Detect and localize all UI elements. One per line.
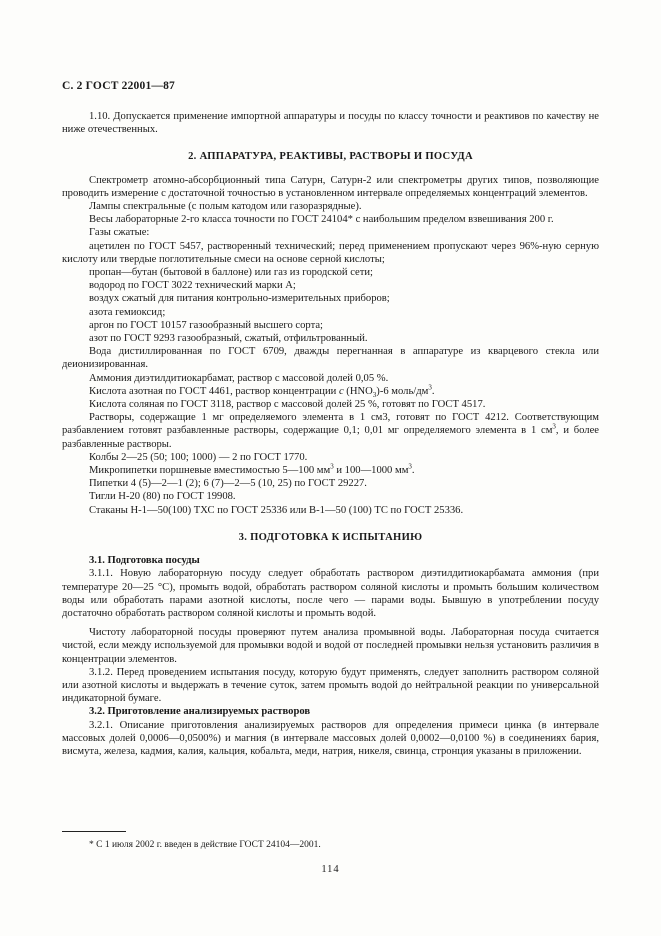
ammonium-paragraph: Аммония диэтилдитиокарбамат, раствор с массовой долей 0,05 %. — [89, 372, 389, 384]
footnote: * С 1 июля 2002 г. введен в действие ГОСТ 24104—2001. — [89, 840, 321, 850]
micropipettes-sup-1: 3 — [330, 462, 334, 471]
gas-hydrogen: водород по ГОСТ 3022 технический марки А; — [89, 280, 296, 292]
crucibles-paragraph: Тигли Н-20 (80) по ГОСТ 19908. — [89, 491, 236, 503]
water-paragraph: Вода дистиллированная по ГОСТ 6709, дважды перегнанная в аппаратуре из кварцевого стекла или деионизированная. — [62, 346, 599, 371]
solutions-sup: 3 — [552, 422, 556, 431]
subsection-3-2-heading: 3.2. Приготовление анализируемых растворов — [89, 706, 311, 718]
nitric-text-a: Кислота азотная по ГОСТ 4461, раствор концентрации — [89, 385, 339, 397]
lamps-paragraph: Лампы спектральные (с полым катодом или газоразрядные). — [89, 201, 362, 213]
nitric-text-b: (HNO — [343, 385, 373, 397]
gas-acetylene: ацетилен по ГОСТ 5457, растворенный технический; перед применением пропускают через 96%-ную серную кислоту или твердые поглотительные смеси на основе серной кислоты; — [62, 240, 599, 265]
gas-air: воздух сжатый для питания контрольно-измерительных приборов; — [89, 293, 390, 305]
hydrochloric-paragraph: Кислота соляная по ГОСТ 3118, раствор с массовой долей 25 %, готовят по ГОСТ 4517. — [89, 399, 486, 411]
paragraph-1-10: 1.10. Допускается применение импортной аппаратуры и посуды по классу точности и реактивов по качеству не ниже отечественных. — [62, 111, 599, 136]
solutions-text-b: , и более разбавленные растворы. — [62, 425, 599, 450]
gas-nitrogen: азот по ГОСТ 9293 газообразный, сжатый, отфильтрованный. — [89, 333, 368, 345]
section-2-heading: 2. АППАРАТУРА, РЕАКТИВЫ, РАСТВОРЫ И ПОСУДА — [188, 151, 473, 163]
gases-title: Газы сжатые: — [89, 227, 150, 239]
micropipettes-text-a: Микропипетки поршневые вместимостью 5—100 мм — [89, 465, 331, 477]
gas-nitrous: азота гемиоксид; — [89, 306, 166, 318]
subsection-3-1-heading: 3.1. Подготовка посуды — [89, 555, 200, 567]
footnote-divider — [62, 831, 126, 832]
paragraph-3-2-1: 3.2.1. Описание приготовления анализируемых растворов для определения примеси цинка (в интервале массовых долей 0,0006—0,0500%) и магния (в интервале массовых долей 0,0002—0,0100 %) в соединениях бария, висмута, железа, кадмия, калия, кальция, кобальта, меди, натрия, никеля, свинца, стронция указаны в приложении. — [62, 719, 599, 757]
page-number: 114 — [321, 864, 340, 875]
nitric-sub: 3 — [372, 390, 377, 399]
nitric-c: c — [338, 385, 344, 397]
gas-argon: аргон по ГОСТ 10157 газообразный высшего сорта; — [89, 319, 323, 331]
micropipettes-text-b: и 100—1000 мм — [333, 465, 409, 477]
paragraph-3-1-1: 3.1.1. Новую лабораторную посуду следует обработать раствором диэтилдитиокарбамата аммония (при температуре 20—25 °С), промыть водой, обработать раствором соляной кислоты и промыть большим количеством воды или обработать парами азотной кислоты, после чего — парами воды. Бывшую в употреблении посуду достаточно обработать раствором соляной кислоты и промыть водой. — [62, 568, 599, 619]
scales-paragraph: Весы лабораторные 2-го класса точности по ГОСТ 24104* с наибольшим пределом взвешивания 200 г. — [89, 214, 554, 226]
nitric-acid-paragraph — [62, 385, 599, 398]
beakers-paragraph: Стаканы Н-1—50(100) ТХС по ГОСТ 25336 или В-1—50 (100) ТС по ГОСТ 25336. — [89, 504, 464, 516]
micropipettes-sup-2: 3 — [408, 462, 412, 471]
solutions-paragraph — [62, 411, 599, 451]
gas-propane: пропан—бутан (бытовой в баллоне) или газ из городской сети; — [89, 267, 373, 279]
flasks-paragraph: Колбы 2—25 (50; 100; 1000) — 2 по ГОСТ 1770. — [89, 451, 308, 463]
solutions-text-a: Растворы, содержащие 1 мг определяемого элемента в 1 см3, готовят по ГОСТ 4212. Соответствующим разбавлением готовят разбавленные растворы, содержащие 0,1; 0,01 мг определяемого элемента в 1 см — [62, 412, 599, 437]
nitric-sup: 3 — [428, 383, 432, 392]
paragraph-3-1-2: 3.1.2. Перед проведением испытания посуду, которую будут применять, следует заполнить раствором соляной или азотной кислоты и выдержать в течение суток, затем промыть водой до нейтральной реакции по универсальной индикаторной бумаге. — [62, 666, 599, 705]
document-body — [62, 110, 599, 758]
nitric-text-e: . — [431, 385, 435, 397]
section-3-heading: 3. ПОДГОТОВКА К ИСПЫТАНИЮ — [238, 531, 423, 543]
micropipettes-text-c: . — [411, 465, 415, 477]
micropipettes-paragraph — [62, 464, 599, 477]
page-header: С. 2 ГОСТ 22001—87 — [62, 80, 175, 92]
pipettes-paragraph: Пипетки 4 (5)—2—1 (2); 6 (7)—2—5 (10, 25) по ГОСТ 29227. — [89, 478, 367, 490]
spectrometer-paragraph: Спектрометр атомно-абсорбционный типа Сатурн, Сатурн-2 или спектрометры других типов, позволяющие проводить измерение с достаточной точностью в установленном интервале определяемых концентраций элементов. — [62, 174, 599, 199]
paragraph-3-1-1-b: Чистоту лабораторной посуды проверяют путем анализа промывной воды. Лабораторная посуда считается чистой, если между используемой для промывки водой и водой от последней промывки нельзя установить различия в концентрации элементов. — [62, 627, 599, 665]
nitric-text-d: )-6 моль/дм — [376, 385, 429, 397]
